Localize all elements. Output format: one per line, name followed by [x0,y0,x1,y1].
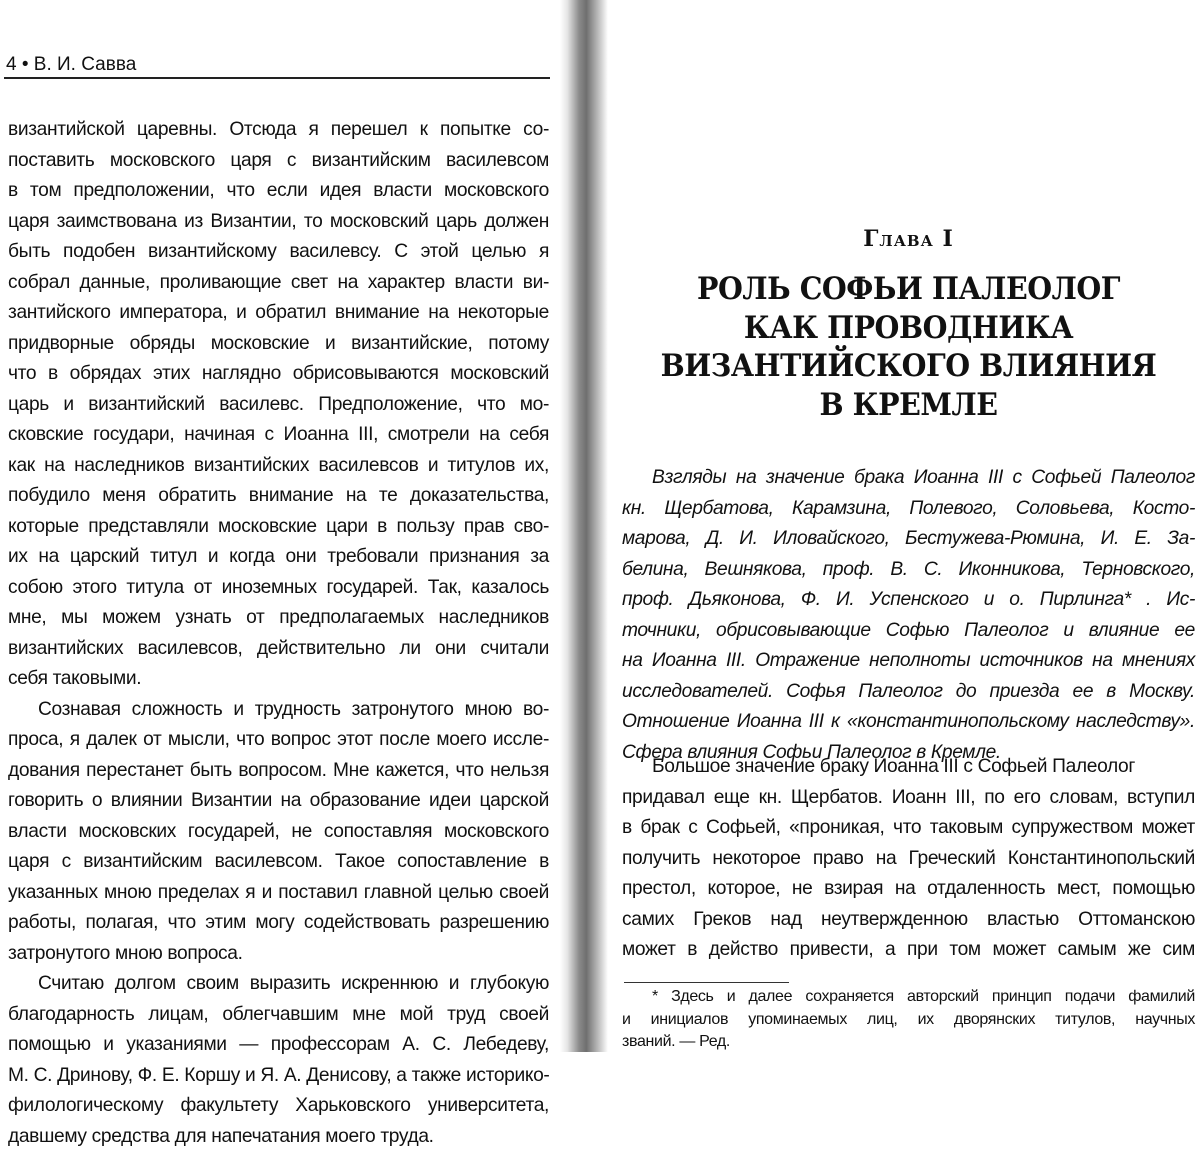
summary-line: точники, обрисовывающие Софью Палеолог и влияние ее [622,616,1195,647]
text-line: византийских василевсов, действительно ли они считали [8,634,549,665]
text-line: придавал еще кн. Щербатов. Иоанн III, по его словам, вступил [622,783,1195,814]
text-line: собрал данные, проливающие свет на характер власти ви- [8,268,549,299]
text-line: византийской царевны. Отсюда я перешел к попытке со- [8,115,549,146]
text-line: мне, мы можем узнать от предполагаемых наследников [8,603,549,634]
text-line: как на наследников византийских василевсов и титулов их, [8,451,549,482]
text-line: давшему средства для напечатания моего труда. [8,1122,549,1152]
footnote-line: * Здесь и далее сохраняется авторский принцип подачи фамилий [622,986,1195,1009]
summary-line: белина, Вешнякова, проф. В. С. Иконникова, Терновского, [622,555,1195,586]
chapter-number: Глава I [622,226,1195,252]
header-rule [4,77,550,79]
footnote-line: званий. — Ред. [622,1031,1195,1054]
summary-line: на Иоанна III. Отражение неполноты источников на мнениях [622,646,1195,677]
text-line: их на царский титул и когда они требовали признания за [8,542,549,573]
book-gutter [560,0,608,1052]
footnote-rule [624,982,789,983]
summary-line: проф. Дьяконова, Ф. И. Успенского и о. Пирлинга* . Ис- [622,585,1195,616]
summary-line: Отношение Иоанна III к «константинопольскому наследству». [622,707,1195,738]
chapter-title [645,270,1172,424]
text-line: филологическому факультету Харьковского университета, [8,1091,549,1122]
text-line: быть подобен византийскому василевсу. С этой целью я [8,237,549,268]
footnote-line: и инициалов упоминаемых лиц, их дворянских титулов, научных [622,1009,1195,1032]
text-line: самих Греков над неутвержденною властью Оттоманскою [622,905,1195,936]
left-page-text [8,115,549,1152]
chapter-summary [622,463,1195,768]
text-line: царя с византийским василевсом. Такое сопоставление в [8,847,549,878]
text-line: затронутого мною вопроса. [8,939,549,970]
text-line: побудило меня обратить внимание на те доказательства, [8,481,549,512]
text-line: власти московских государей, не сопоставляя московского [8,817,549,848]
text-line: в том предположении, что если идея власти московского [8,176,549,207]
text-line: себя таковыми. [8,664,549,695]
chapter-title-line: РОЛЬ СОФЬИ ПАЛЕОЛОГ [645,270,1172,309]
running-header: 4 • В. И. Савва [6,54,136,76]
text-line: дования перестанет быть вопросом. Мне кажется, что нельзя [8,756,549,787]
chapter-title-line: ВИЗАНТИЙСКОГО ВЛИЯНИЯ [645,347,1172,386]
text-line: придворные обряды московские и византийские, потому [8,329,549,360]
footnote [622,986,1195,1054]
text-line: проса, я далек от мысли, что вопрос этот после моего иссле- [8,725,549,756]
text-line: царь и византийский василевс. Предположение, что мо- [8,390,549,421]
text-line: зантийского императора, и обратил внимание на некоторые [8,298,549,329]
text-line: помощью и указаниями — профессорам А. С. Лебедеву, [8,1030,549,1061]
summary-line: Сфера влияния Софьи Палеолог в Кремле. [622,738,1195,769]
text-line: получить некоторое право на Греческий Константинопольский [622,844,1195,875]
text-line: Большое значение браку Иоанна III с Софьей Палеолог [622,752,1195,783]
text-line: собою этого титула от иноземных государей. Так, казалось [8,573,549,604]
text-line: благодарность лицам, облегчавшим мне мой труд своей [8,1000,549,1031]
text-line: которые представляли московские цари в пользу прав сво- [8,512,549,543]
text-line: в брак с Софьей, «проникая, что таковым супружеством может [622,813,1195,844]
text-line: работы, полагая, что этим могу содействовать разрешению [8,908,549,939]
text-line: М. С. Дринову, Ф. Е. Коршу и Я. А. Денисову, а также историко- [8,1061,549,1092]
text-line: указанных мною пределах я и поставил главной целью своей [8,878,549,909]
chapter-title-line: КАК ПРОВОДНИКА [645,309,1172,348]
summary-line: исследователей. Софья Палеолог до приезда ее в Москву. [622,677,1195,708]
right-page-body [622,752,1195,966]
text-line: что в обрядах этих наглядно обрисовываются московский [8,359,549,390]
summary-line: кн. Щербатова, Карамзина, Полевого, Соловьева, Косто- [622,494,1195,525]
text-line: престол, которое, не взирая на отдаленность мест, помощью [622,874,1195,905]
text-line: Считаю долгом своим выразить искреннюю и глубокую [8,969,549,1000]
summary-line: марова, Д. И. Иловайского, Бестужева-Рюмина, И. Е. За- [622,524,1195,555]
text-line: сковские государи, начиная с Иоанна III, смотрели на себя [8,420,549,451]
text-line: может в действо привести, а при том может самым же сим [622,935,1195,966]
text-line: царя заимствована из Византии, то московский царь должен [8,207,549,238]
text-line: говорить о влиянии Византии на образование идеи царской [8,786,549,817]
text-line: Сознавая сложность и трудность затронутого мною во- [8,695,549,726]
text-line: поставить московского царя с византийским василевсом [8,146,549,177]
summary-line: Взгляды на значение брака Иоанна III с Софьей Палеолог [622,463,1195,494]
chapter-title-line: В КРЕМЛЕ [645,386,1172,425]
